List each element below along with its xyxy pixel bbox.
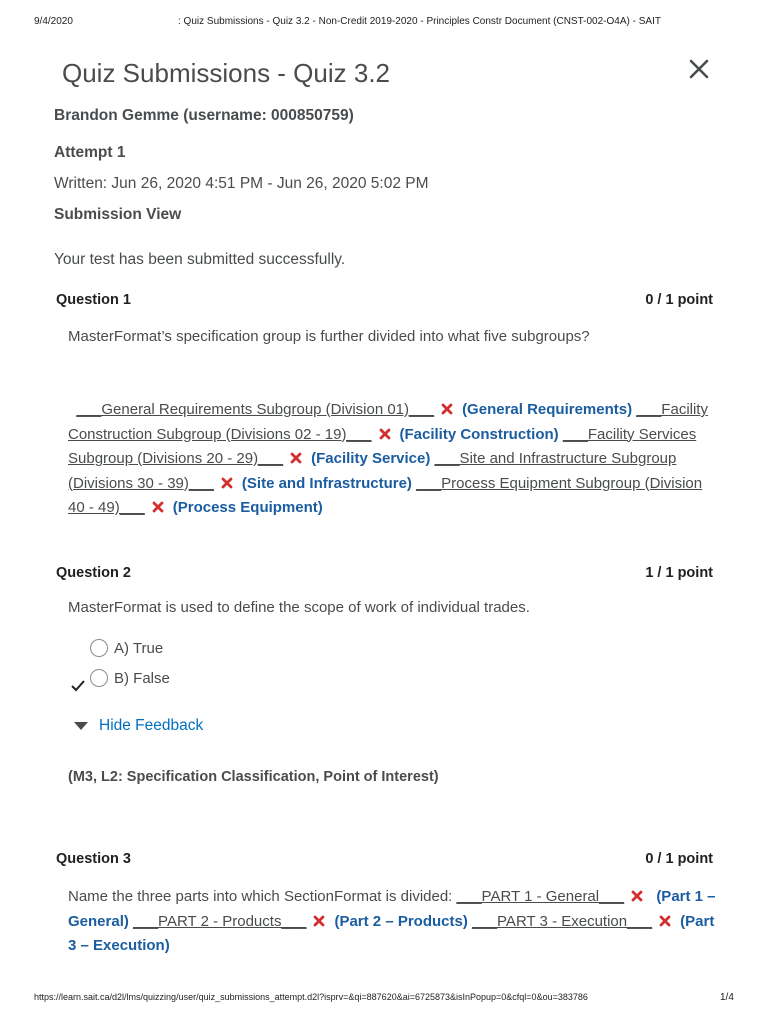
submission-view-label: Submission View: [54, 206, 182, 223]
question-1-answers: [68, 398, 718, 521]
question-2-header: [56, 565, 713, 581]
question-2-prompt: MasterFormat is used to define the scope of work of individual trades.: [68, 599, 530, 616]
question-2-label: Question 2: [56, 565, 131, 581]
q1-response-2: ___Facility Construction Subgroup (Divisions 02 - 19)___: [68, 401, 708, 443]
question-1-score: 0 / 1 point: [645, 292, 713, 308]
feedback-text: (M3, L2: Specification Classification, Point of Interest): [68, 769, 439, 785]
radio-a[interactable]: [90, 639, 108, 657]
incorrect-icon: [630, 889, 644, 903]
question-1-label: Question 1: [56, 292, 131, 308]
incorrect-icon: [378, 427, 392, 441]
q1-correct-5: (Process Equipment): [172, 499, 323, 516]
option-a-label: A) True: [114, 639, 164, 657]
q3-response-2: ___PART 2 - Products___: [133, 912, 307, 930]
question-1-header: [56, 292, 713, 308]
close-icon[interactable]: [686, 56, 712, 82]
caret-down-icon: [74, 722, 88, 730]
print-date: 9/4/2020: [34, 16, 73, 27]
print-page-number: 1/4: [720, 992, 734, 1003]
incorrect-icon: [312, 914, 326, 928]
q1-correct-2: (Facility Construction): [399, 425, 559, 443]
hide-feedback-label: Hide Feedback: [99, 717, 204, 734]
q1-correct-1: (General Requirements): [462, 401, 633, 418]
option-b[interactable]: [90, 669, 170, 687]
submitted-message: Your test has been submitted successfully.: [54, 251, 346, 268]
q1-response-4: ___Site and Infrastructure Subgroup (Divisions 30 - 39)___: [68, 450, 677, 492]
q3-correct-1: (Part 1 – General): [68, 888, 716, 930]
q3-response-3: ___PART 3 - Execution___: [472, 912, 653, 930]
attempt-label: Attempt 1: [54, 144, 126, 161]
written-time: Written: Jun 26, 2020 4:51 PM - Jun 26, 2020 5:02 PM: [54, 175, 429, 192]
q1-response-5: ___Process Equipment Subgroup (Division 40 - 49)___: [68, 474, 703, 516]
question-3-score: 0 / 1 point: [645, 851, 713, 867]
incorrect-icon: [220, 476, 234, 490]
incorrect-icon: [658, 914, 672, 928]
q1-correct-3: (Facility Service): [311, 450, 431, 467]
question-3-body: [68, 885, 718, 959]
q3-response-1: ___PART 1 - General___: [456, 888, 625, 905]
question-3-label: Question 3: [56, 851, 131, 867]
q3-correct-2: (Part 2 – Products): [334, 912, 468, 930]
hide-feedback-toggle[interactable]: [74, 717, 203, 735]
question-3-header: [56, 851, 713, 867]
print-title: : Quiz Submissions - Quiz 3.2 - Non-Credit 2019-2020 - Principles Constr Document (CNST-002-O4A) - SAIT: [178, 16, 661, 27]
incorrect-icon: [440, 402, 454, 416]
incorrect-icon: [289, 451, 303, 465]
option-b-label: B) False: [114, 669, 170, 687]
print-url: https://learn.sait.ca/d2l/lms/quizzing/user/quiz_submissions_attempt.d2l?isprv=&qi=887620&ai=6725873&isInPopup=0&cfql=0&ou=383786: [34, 992, 588, 1002]
question-3-prompt: Name the three parts into which SectionFormat is divided:: [68, 888, 453, 905]
q3-correct-3: (Part 3 – Execution): [68, 912, 715, 954]
student-name: Brandon Gemme (username: 000850759): [54, 107, 354, 124]
question-2-score: 1 / 1 point: [645, 565, 713, 581]
radio-b[interactable]: [90, 669, 108, 687]
check-icon: [70, 678, 86, 692]
question-1-prompt: MasterFormat’s specification group is further divided into what five subgroups?: [68, 328, 590, 345]
incorrect-icon: [151, 500, 165, 514]
page-title: Quiz Submissions - Quiz 3.2: [62, 58, 391, 88]
q1-response-1: ___General Requirements Subgroup (Division 01)___: [76, 401, 435, 418]
q1-response-3: ___Facility Services Subgroup (Divisions 20 - 29)___: [68, 425, 697, 467]
q1-correct-4: (Site and Infrastructure): [241, 474, 412, 492]
option-a[interactable]: [90, 639, 163, 657]
